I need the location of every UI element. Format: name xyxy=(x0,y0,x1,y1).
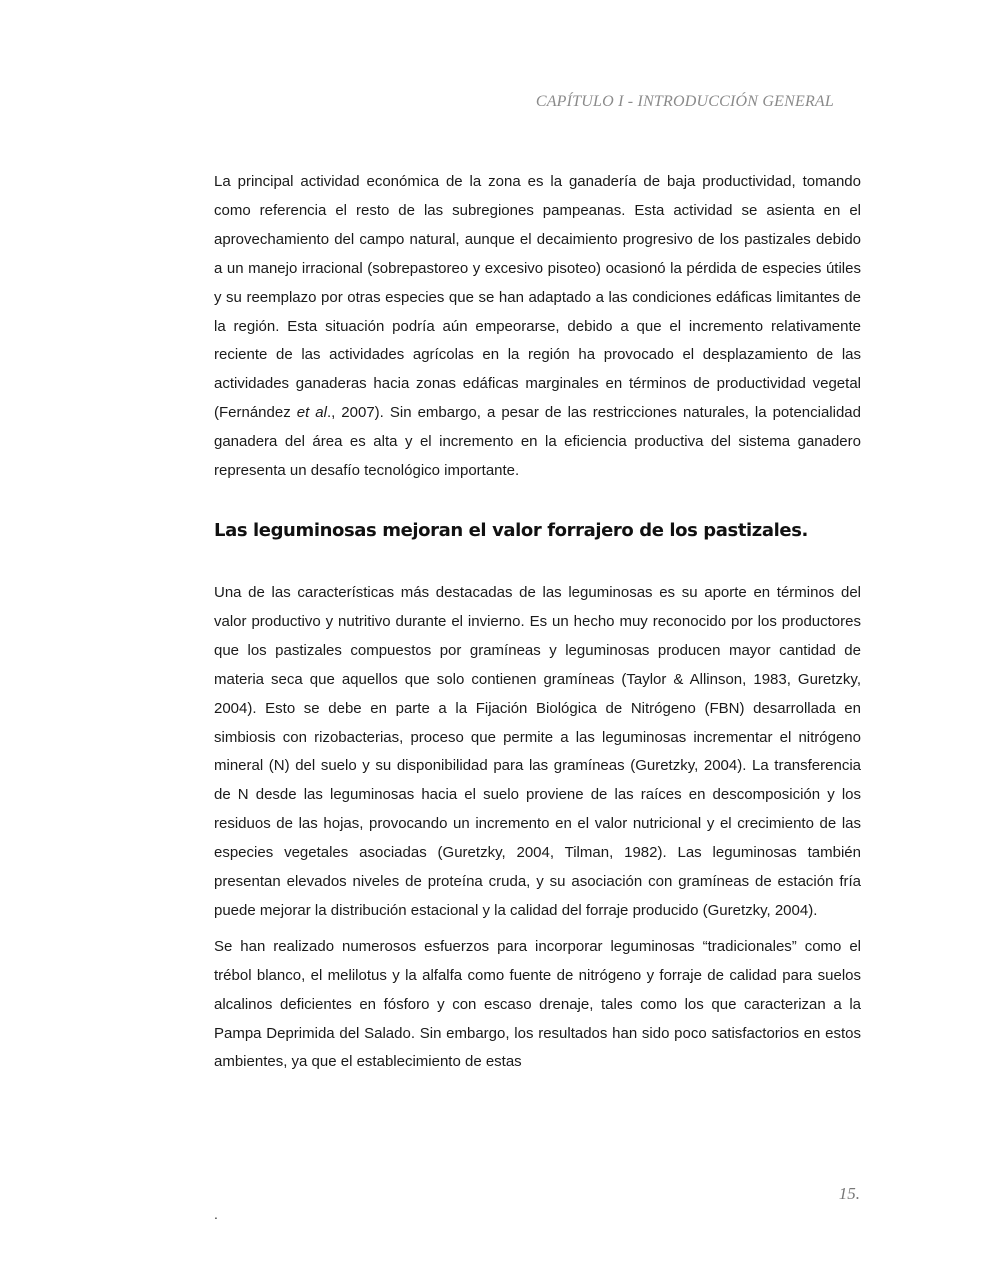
paragraph-economy-text-b: ., 2007). Sin embargo, a pesar de las restricciones naturales, la potencialidad ganadera del área es alta y el incremento en la eficiencia productiva del sistema ganadero representa un desafío tecnológico importante. xyxy=(214,404,861,480)
page-body xyxy=(214,168,861,1077)
section-heading: Las leguminosas mejoran el valor forrajero de los pastizales. xyxy=(214,519,808,541)
running-header: CAPÍTULO I - INTRODUCCIÓN GENERAL xyxy=(535,93,834,110)
citation-et-al: et al xyxy=(296,404,327,422)
paragraph-efforts: Se han realizado numerosos esfuerzos para incorporar leguminosas “tradicionales” como el trébol blanco, el melilotus y la alfalfa como fuente de nitrógeno y forraje de calidad para suelos alcalinos deficientes en fósforo y con escaso drenaje, tales como los que caracterizan a la Pampa Deprimida del Salado. Sin embargo, los resultados han sido poco satisfactorios en estos ambientes, ya que el establecimiento de estas xyxy=(214,937,861,1071)
footer-mark: . xyxy=(214,1206,218,1222)
page-number: 15. xyxy=(838,1184,860,1203)
paragraph-legumes: Una de las características más destacadas de las leguminosas es su aporte en términos del valor productivo y nutritivo durante el invierno. Es un hecho muy reconocido por los productores que los pastizales compuestos por gramíneas y leguminosas producen mayor cantidad de materia seca que aquellos que solo contienen gramíneas (Taylor & Allinson, 1983, Guretzky, 2004). Esto se debe en parte a la Fijación Biológica de Nitrógeno (FBN) desarrollada en simbiosis con rizobacterias, proceso que permite a las leguminosas incrementar el nitrógeno mineral (N) del suelo y su disponibilidad para las gramíneas (Guretzky, 2004). La transferencia de N desde las leguminosas hacia el suelo proviene de las raíces en descomposición y los residuos de las hojas, provocando un incremento en el valor nutricional y el crecimiento de las especies vegetales asociadas (Guretzky, 2004, Tilman, 1982). Las leguminosas también presentan elevados niveles de proteína cruda, y su asociación con gramíneas de estación fría puede mejorar la distribución estacional y la calidad del forraje producido (Guretzky, 2004). xyxy=(214,583,861,919)
paragraph-economy xyxy=(214,168,861,486)
paragraph-economy-text-a: La principal actividad económica de la zona es la ganadería de baja productividad, tomando como referencia el resto de las subregiones pampeanas. Esta actividad se asienta en el aprovechamiento del campo natural, aunque el decaimiento progresivo de los pastizales debido a un manejo irracional (sobrepastoreo y excesivo pisoteo) ocasionó la pérdida de especies útiles y su reemplazo por otras especies que se han adaptado a las condiciones edáficas limitantes de la región. Esta situación podría aún empeorarse, debido a que el incremento relativamente reciente de las actividades agrícolas en la región ha provocado el desplazamiento de las actividades ganaderas hacia zonas edáficas marginales en términos de productividad vegetal (Fernández xyxy=(214,173,861,422)
